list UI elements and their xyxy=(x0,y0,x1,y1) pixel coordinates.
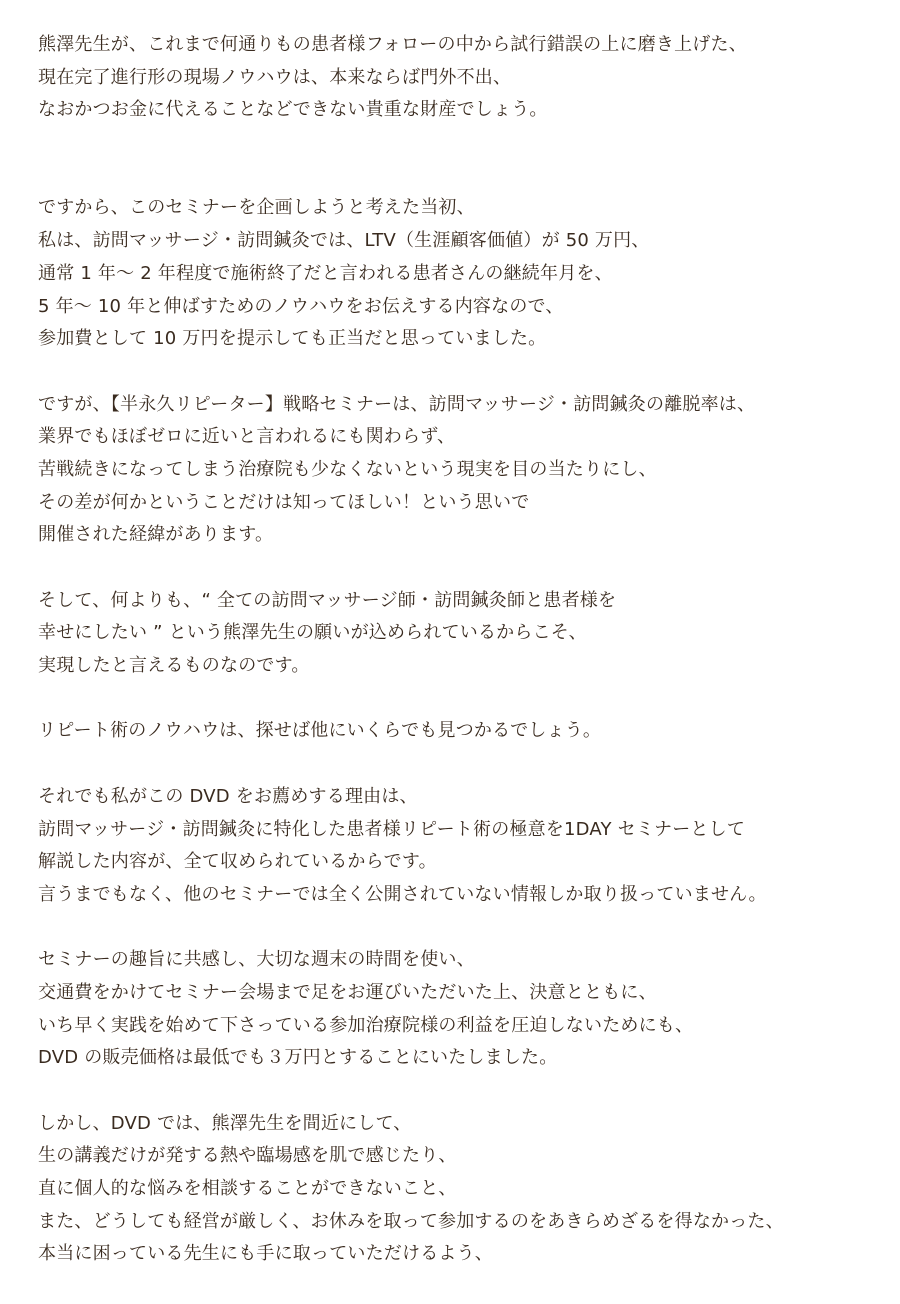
paragraph-dvd-reason xyxy=(38,781,888,912)
text-line: しかし、DVD では、熊澤先生を間近にして、 xyxy=(38,1112,412,1134)
text-line: そして、何よりも、“ 全ての訪問マッサージ師・訪問鍼灸師と患者様を xyxy=(38,589,617,611)
text-line: 直に個人的な悩みを相談することができないこと、 xyxy=(38,1178,457,1200)
text-line: 現在完了進行形の現場ノウハウは、本来ならば門外不出、 xyxy=(38,66,512,88)
text-line: ですが、【半永久リピーター】戦略セミナーは、訪問マッサージ・訪問鍼灸の離脱率は、 xyxy=(38,393,756,415)
text-line: 本当に困っている先生にも手に取っていただけるよう、 xyxy=(38,1243,493,1265)
text-line: 訪問マッサージ・訪問鍼灸に特化した患者様リピート術の極意を1DAY セミナーとして xyxy=(38,818,746,840)
paragraph-original-price xyxy=(38,192,888,355)
paragraph-seminar-background xyxy=(38,389,888,552)
text-line: 幸せにしたい ” という熊澤先生の願いが込められているからこそ、 xyxy=(38,622,587,644)
text-line: 開催された経緯があります。 xyxy=(38,524,274,546)
article-body xyxy=(38,29,888,1304)
text-line: 生の講義だけが発する熱や臨場感を肌で感じたり、 xyxy=(38,1145,457,1167)
text-line: ですから、このセミナーを企画しようと考えた当初、 xyxy=(38,197,475,219)
text-line: なおかつお金に代えることなどできない貴重な財産でしょう。 xyxy=(38,99,548,121)
text-line: 私は、訪問マッサージ・訪問鍼灸では、LTV（生涯顧客価値）が 50 万円、 xyxy=(38,230,650,252)
text-line: 通常 1 年〜 2 年程度で施術終了だと言われる患者さんの継続年月を、 xyxy=(38,262,613,284)
paragraph-dvd-limitations xyxy=(38,1108,888,1271)
paragraph-repeat-knowhow xyxy=(38,715,888,748)
text-line: 5 年〜 10 年と伸ばすためのノウハウをお伝えする内容なので、 xyxy=(38,295,564,317)
text-line: また、どうしても経営が厳しく、お休みを取って参加するのをあきらめざるを得なかった、 xyxy=(38,1210,784,1232)
text-line: 苦戦続きになってしまう治療院も少なくないという現実を目の当たりにし、 xyxy=(38,458,657,480)
text-line: 参加費として 10 万円を提示しても正当だと思っていました。 xyxy=(38,328,547,350)
text-line: 解説した内容が、全て収められているからです。 xyxy=(38,851,437,873)
paragraph-know-how-value xyxy=(38,29,888,127)
text-line: DVD の販売価格は最低でも３万円とすることにいたしました。 xyxy=(38,1047,558,1069)
text-line: リピート術のノウハウは、探せば他にいくらでも見つかるでしょう。 xyxy=(38,720,602,742)
text-line: 業界でもほぼゼロに近いと言われるにも関わらず、 xyxy=(38,426,456,448)
text-line: 実現したと言えるものなのです。 xyxy=(38,655,310,677)
text-line: それでも私がこの DVD をお薦めする理由は、 xyxy=(38,785,418,807)
text-line: その差が何かということだけは知ってほしい！という思いで xyxy=(38,491,530,513)
paragraph-dvd-price xyxy=(38,944,888,1075)
text-line: セミナーの趣旨に共感し、大切な週末の時間を使い、 xyxy=(38,949,475,971)
text-line: 交通費をかけてセミナー会場まで足をお運びいただいた上、決意とともに、 xyxy=(38,981,657,1003)
text-line: 言うまでもなく、他のセミナーでは全く公開されていない情報しか取り扱っていません。 xyxy=(38,883,767,905)
paragraph-wish xyxy=(38,585,888,683)
text-line: いち早く実践を始めて下さっている参加治療院様の利益を圧迫しないためにも、 xyxy=(38,1014,694,1036)
text-line: 熊澤先生が、これまで何通りもの患者様フォローの中から試行錯誤の上に磨き上げた、 xyxy=(38,34,747,55)
